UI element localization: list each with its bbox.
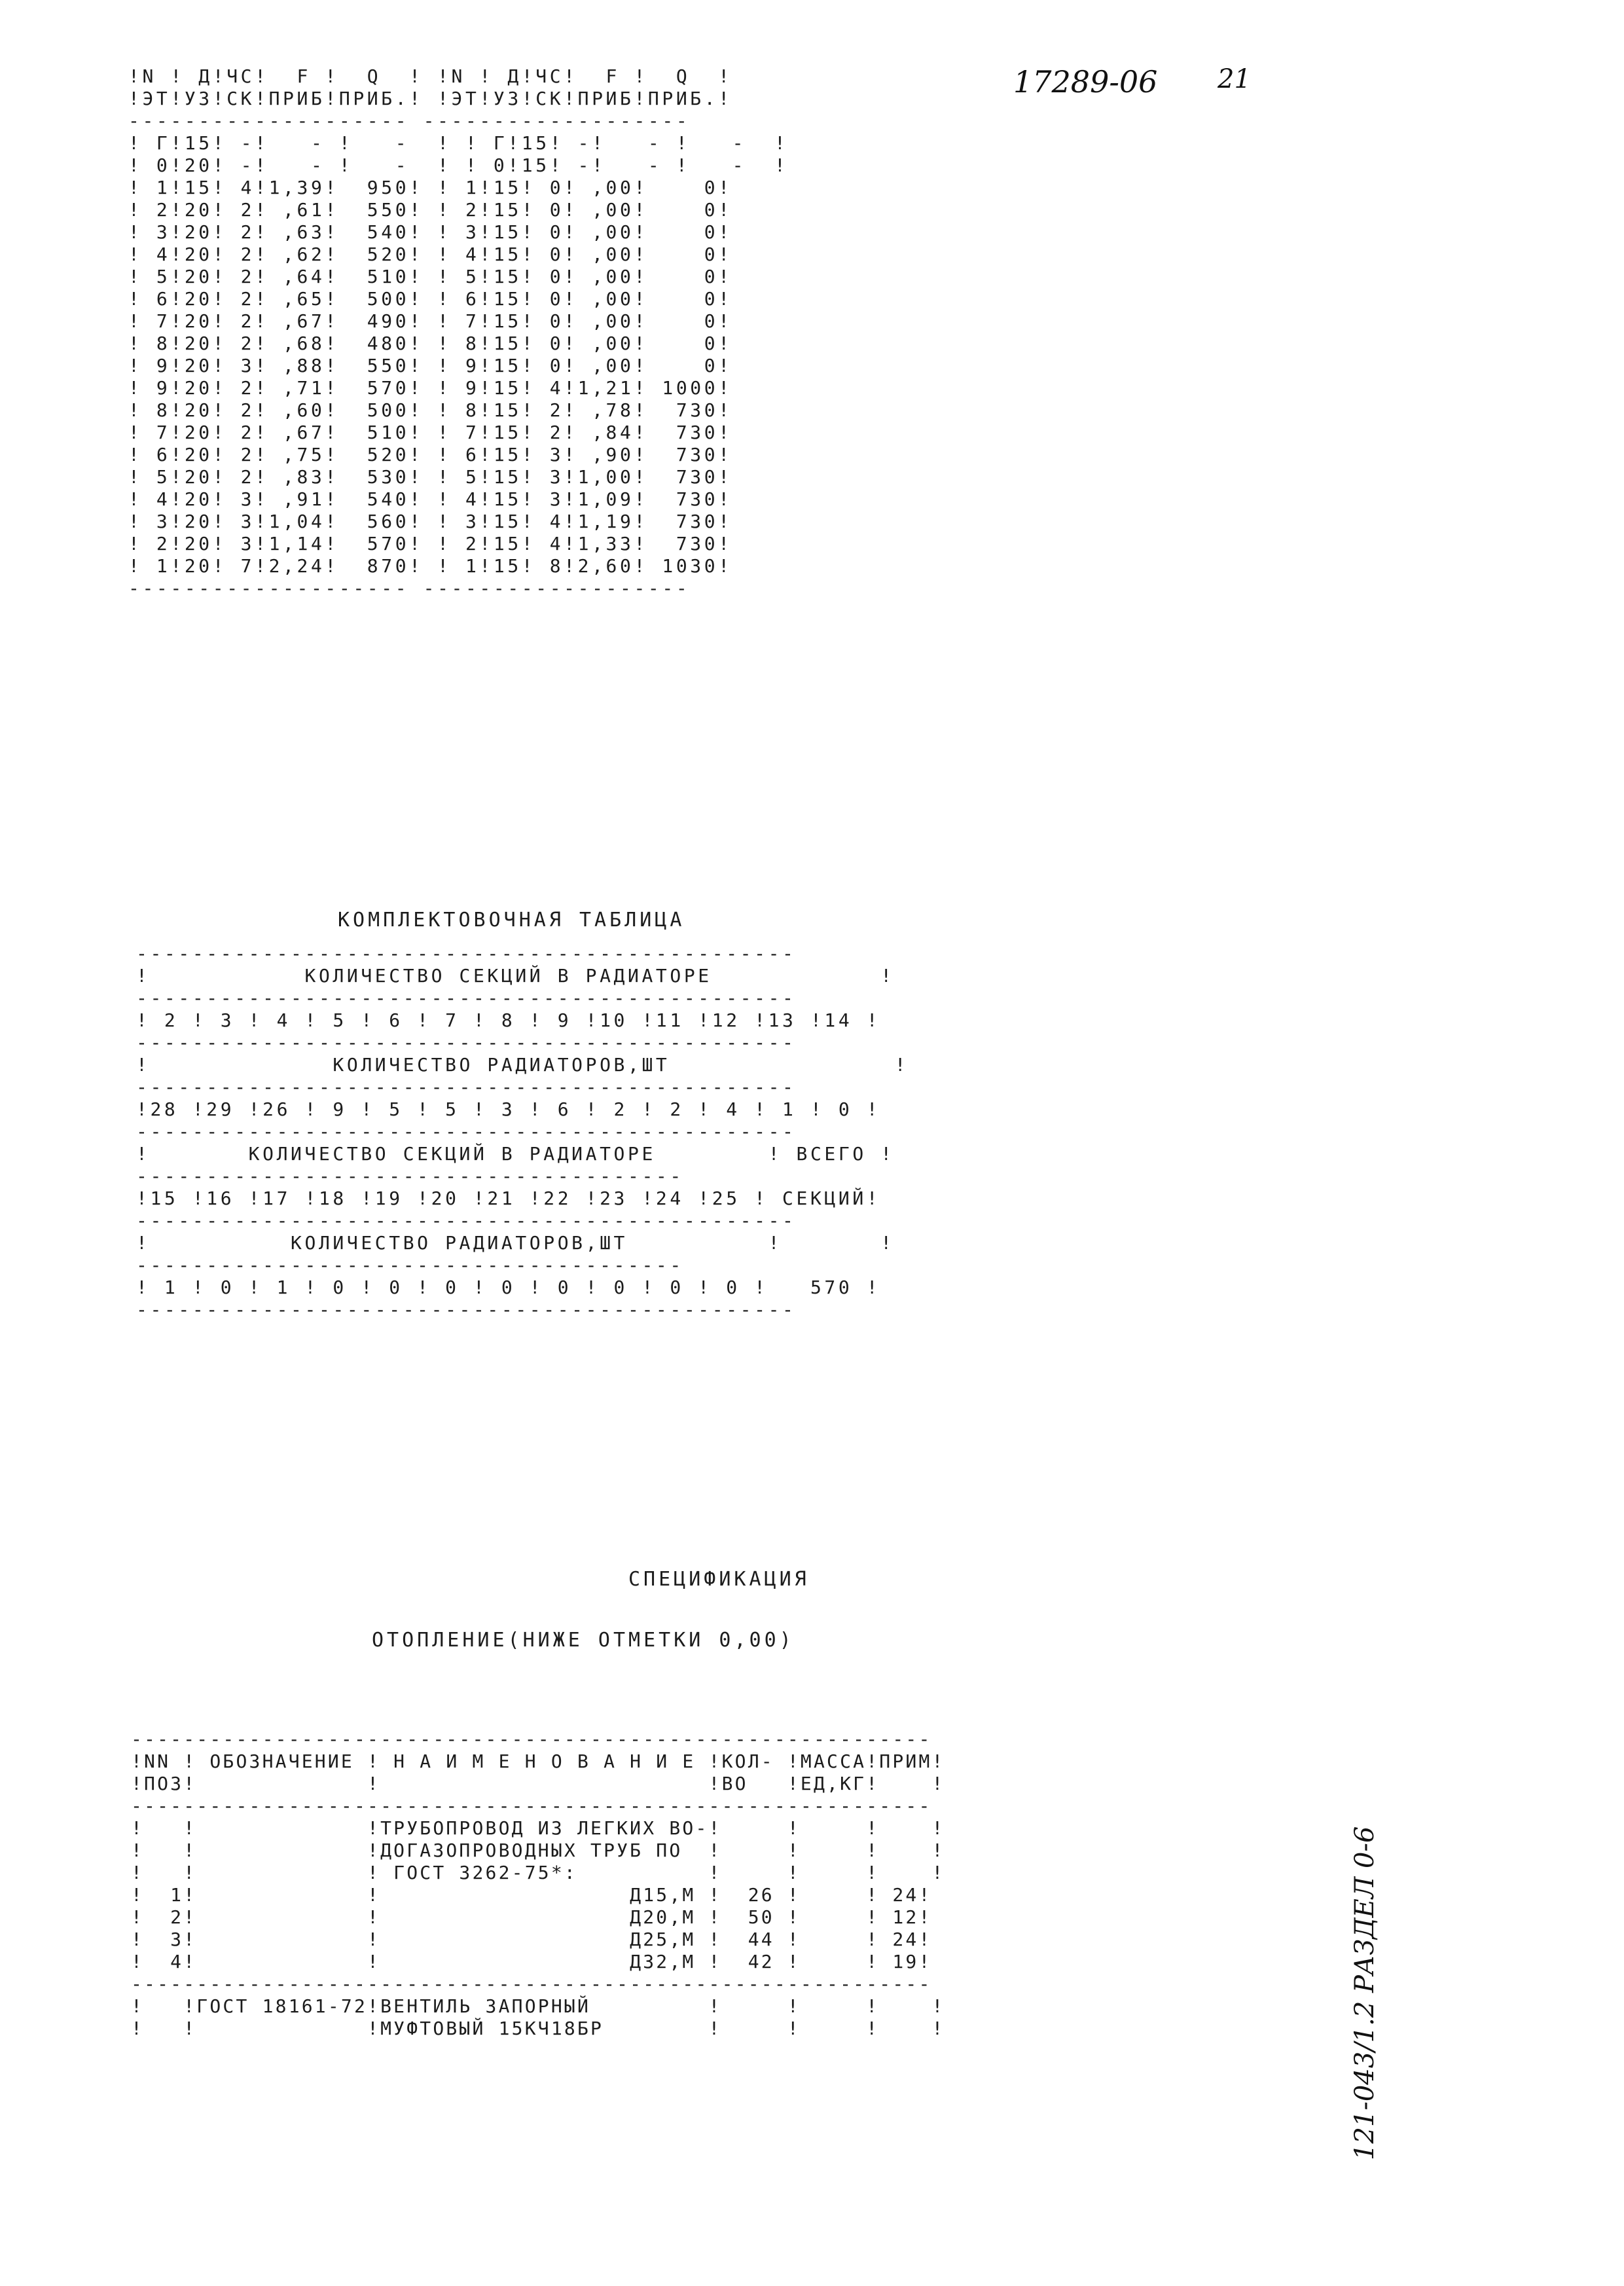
table-row: ----------------------------------------------- [136, 1076, 797, 1098]
table-row: -------------------- ------------------- [128, 110, 691, 132]
side-stamp: 121-043/1.2 РАЗДЕЛ 0-6 [1350, 1826, 1380, 2160]
table-row: ! 3! ! Д25,М ! 44 ! ! 24! [131, 1929, 932, 1950]
table-row: ! 3!20! 3!1,04! 560! ! 3!15! 4!1,19! 730! [128, 511, 732, 532]
table-row: ! 2! ! Д20,М ! 50 ! ! 12! [131, 1906, 932, 1928]
table-row: ! ! !ТРУБОПРОВОД ИЗ ЛЕГКИХ ВО-! ! ! ! [131, 1817, 945, 1839]
table-row: ! ! ! ГОСТ 3262-75*: ! ! ! ! [131, 1862, 945, 1883]
spec-title: СПЕЦИФИКАЦИЯ [628, 1568, 810, 1591]
table-row: ! 9!20! 2! ,71! 570! ! 9!15! 4!1,21! 1000! [128, 377, 732, 399]
table-row: ----------------------------------------------- [136, 1121, 797, 1142]
table-row: ! ! !ДОГАЗОПРОВОДНЫХ ТРУБ ПО ! ! ! ! [131, 1840, 945, 1861]
table-row: ! КОЛИЧЕСТВО РАДИАТОРОВ,ШТ ! ! [136, 1232, 895, 1254]
table-row: ! 2 ! 3 ! 4 ! 5 ! 6 ! 7 ! 8 ! 9 !10 !11 !12 !13 !14 ! [136, 1009, 881, 1031]
table-row: ----------------------------------------------- [136, 943, 797, 964]
table-row: ------------------------------------------------------------- [131, 1795, 932, 1817]
table-row: ! 3!20! 2! ,63! 540! ! 3!15! 0! ,00! 0! [128, 221, 732, 243]
table-row: --------------------------------------- [136, 1254, 684, 1276]
table-row: ! 8!20! 2! ,68! 480! ! 8!15! 0! ,00! 0! [128, 333, 732, 354]
table-row: ! КОЛИЧЕСТВО РАДИАТОРОВ,ШТ ! [136, 1054, 909, 1076]
table-row: ! 4! ! Д32,М ! 42 ! ! 19! [131, 1951, 932, 1972]
table-row: ! 1 ! 0 ! 1 ! 0 ! 0 ! 0 ! 0 ! 0 ! 0 ! 0 ! 0 ! 570 ! [136, 1277, 881, 1298]
table-row: !28 !29 !26 ! 9 ! 5 ! 5 ! 3 ! 6 ! 2 ! 2 ! 4 ! 1 ! 0 ! [136, 1098, 881, 1120]
table-row: ! 6!20! 2! ,65! 500! ! 6!15! 0! ,00! 0! [128, 288, 732, 310]
table-row: ------------------------------------------------------------- [131, 1973, 932, 1995]
table-row: ! 5!20! 2! ,83! 530! ! 5!15! 3!1,00! 730! [128, 466, 732, 488]
table-row: -------------------- ------------------- [128, 577, 691, 599]
spec-subtitle: ОТОПЛЕНИЕ(НИЖЕ ОТМЕТКИ 0,00) [372, 1629, 795, 1652]
table-row: ----------------------------------------------- [136, 987, 797, 1009]
spec-table [131, 1728, 945, 2040]
table-row: !NN ! ОБОЗНАЧЕНИЕ ! Н А И М Е Н О В А Н И Е !КОЛ- !МАССА!ПРИМ! [131, 1751, 945, 1772]
table-row: ! 5!20! 2! ,64! 510! ! 5!15! 0! ,00! 0! [128, 266, 732, 287]
table-row: !ПОЗ! ! !ВО !ЕД,КГ! ! [131, 1773, 945, 1794]
table-row: !15 !16 !17 !18 !19 !20 !21 !22 !23 !24 !25 ! СЕКЦИЙ! [136, 1188, 881, 1209]
table-row: ! 7!20! 2! ,67! 510! ! 7!15! 2! ,84! 730! [128, 422, 732, 443]
table-row: ! 2!20! 2! ,61! 550! ! 2!15! 0! ,00! 0! [128, 199, 732, 221]
table-row: ! 9!20! 3! ,88! 550! ! 9!15! 0! ,00! 0! [128, 355, 732, 376]
table-row: ! Г!15! -! - ! - ! ! Г!15! -! - ! - ! [128, 132, 789, 154]
table-row: ----------------------------------------------- [136, 1032, 797, 1053]
table-row: ! 1! ! Д15,М ! 26 ! ! 24! [131, 1884, 932, 1906]
page-number: 21 [1218, 64, 1251, 94]
table-row: --------------------------------------- [136, 1165, 684, 1187]
table-row: !ЭТ!УЗ!СК!ПРИБ!ПРИБ.! !ЭТ!УЗ!СК!ПРИБ!ПРИБ.! [128, 88, 732, 109]
table-row: ! 1!15! 4!1,39! 950! ! 1!15! 0! ,00! 0! [128, 177, 732, 198]
table-row: ! !ГОСТ 18161-72!ВЕНТИЛЬ ЗАПОРНЫЙ ! ! ! ! [131, 1995, 945, 2017]
top-data-table [128, 65, 789, 600]
table-row: ! КОЛИЧЕСТВО СЕКЦИЙ В РАДИАТОРЕ ! [136, 965, 895, 987]
table-row: !N ! Д!ЧС! F ! Q ! !N ! Д!ЧС! F ! Q ! [128, 65, 732, 87]
table-row: ! 4!20! 2! ,62! 520! ! 4!15! 0! ,00! 0! [128, 244, 732, 265]
table-row: ----------------------------------------------- [136, 1210, 797, 1231]
kit-table-title: КОМПЛЕКТОВОЧНАЯ ТАБЛИЦА [338, 909, 685, 932]
table-row: ----------------------------------------------- [136, 1299, 797, 1320]
table-row: ! 2!20! 3!1,14! 570! ! 2!15! 4!1,33! 730! [128, 533, 732, 554]
table-row: ------------------------------------------------------------- [131, 1728, 932, 1750]
table-row: ! 8!20! 2! ,60! 500! ! 8!15! 2! ,78! 730! [128, 399, 732, 421]
table-row: ! 4!20! 3! ,91! 540! ! 4!15! 3!1,09! 730! [128, 488, 732, 510]
table-row: ! КОЛИЧЕСТВО СЕКЦИЙ В РАДИАТОРЕ ! ВСЕГО ! [136, 1143, 895, 1165]
table-row: ! 7!20! 2! ,67! 490! ! 7!15! 0! ,00! 0! [128, 310, 732, 332]
document-number: 17289-06 [1013, 64, 1158, 100]
table-row: ! 0!20! -! - ! - ! ! 0!15! -! - ! - ! [128, 154, 789, 176]
table-row: ! 1!20! 7!2,24! 870! ! 1!15! 8!2,60! 1030! [128, 555, 732, 577]
table-row: ! 6!20! 2! ,75! 520! ! 6!15! 3! ,90! 730! [128, 444, 732, 465]
table-row: ! ! !МУФТОВЫЙ 15КЧ18БР ! ! ! ! [131, 2018, 945, 2039]
kit-table [136, 943, 909, 1321]
